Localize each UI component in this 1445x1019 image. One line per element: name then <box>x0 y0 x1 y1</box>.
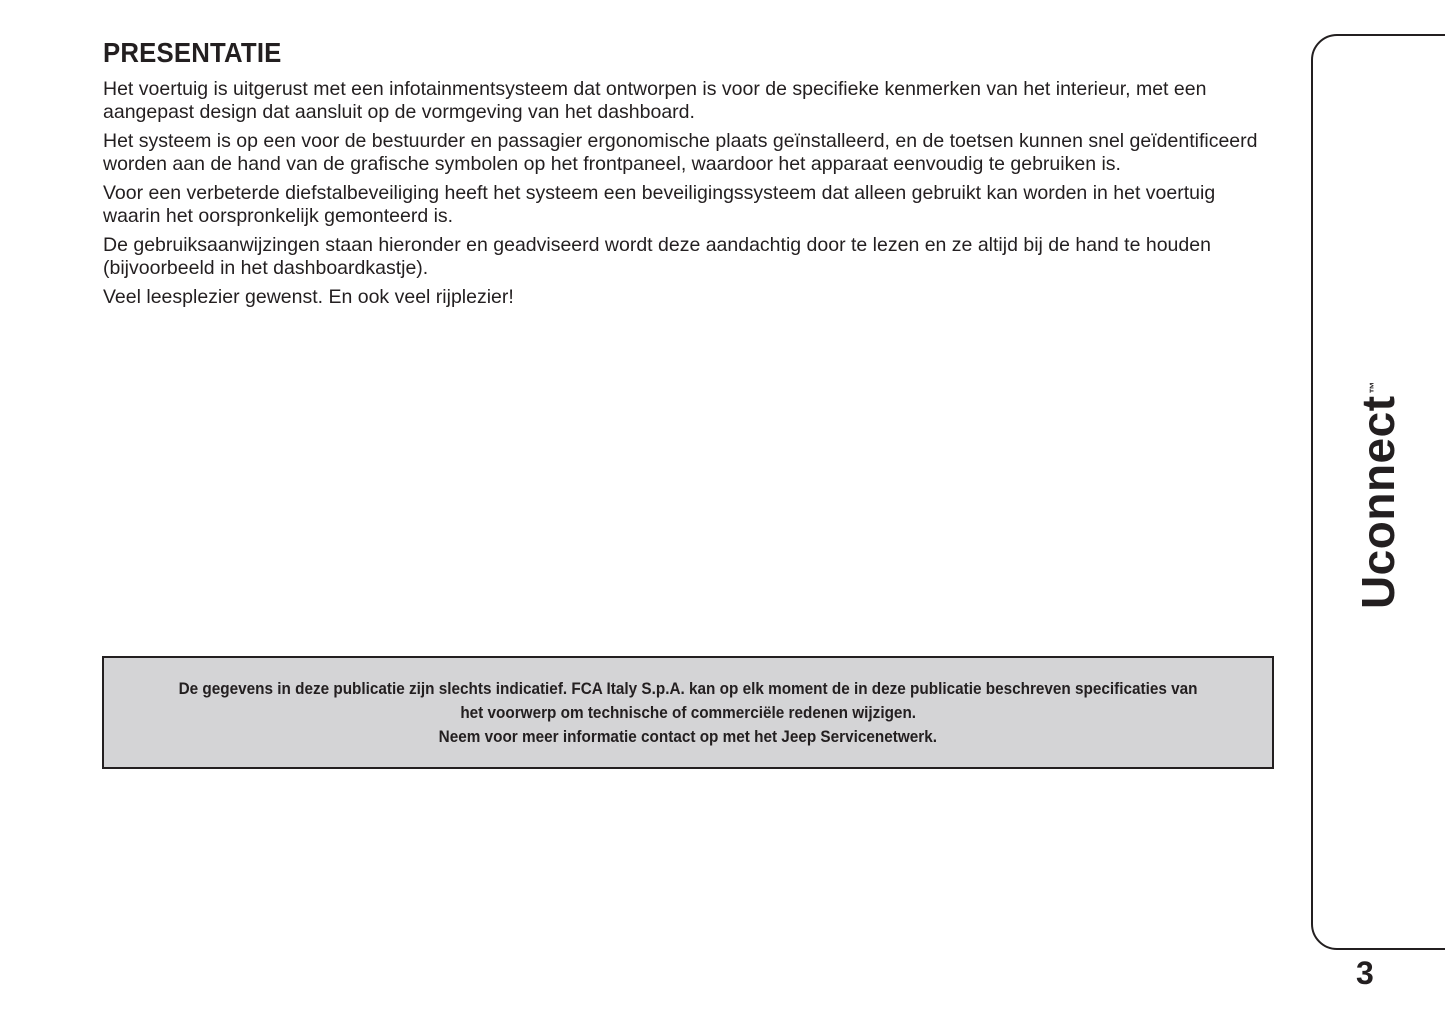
main-content <box>103 34 1278 315</box>
disclaimer-line: het voorwerp om technische of commerciële redenen wijzigen. <box>460 702 916 722</box>
paragraph-instructions: De gebruiksaanwijzingen staan hieronder en geadviseerd wordt deze aandachtig door te lezen en ze altijd bij de hand te houden (bijvoorbeeld in het dashboardkastje). <box>103 234 1211 279</box>
disclaimer-line: Neem voor meer informatie contact op met het Jeep Servicenetwerk. <box>438 726 938 746</box>
page-number: 3 <box>1356 955 1374 991</box>
disclaimer-box <box>102 656 1274 769</box>
chapter-tab-label <box>1351 381 1405 609</box>
paragraph-closing: Veel leesplezier gewenst. En ook veel rijplezier! <box>103 286 514 308</box>
paragraph-intro: Het voertuig is uitgerust met een infotainmentsysteem dat ontworpen is voor de specifieke kenmerken van het interieur, met een aangepast design dat aansluit op de vormgeving van het dashboard. <box>103 78 1207 123</box>
paragraph-security: Voor een verbeterde diefstalbeveiliging heeft het systeem een beveiligingssysteem dat alleen gebruikt kan worden in het voertuig waarin het oorspronkelijk gemonteerd is. <box>103 182 1216 227</box>
paragraph-ergonomics: Het systeem is op een voor de bestuurder en passagier ergonomische plaats geïnstalleerd, en de toetsen kunnen snel geïdentificeerd worden aan de hand van de grafische symbolen op het frontpaneel, waardoor het apparaat eenvoudig te gebruiken is. <box>103 130 1258 175</box>
section-heading: PRESENTATIE <box>103 37 282 68</box>
disclaimer-line: De gegevens in deze publicatie zijn slechts indicatief. FCA Italy S.p.A. kan op elk moment de in deze publicatie beschreven specificaties van <box>178 678 1198 698</box>
trademark-symbol: ™ <box>1366 380 1381 394</box>
chapter-tab-title: Uconnect <box>1352 395 1404 610</box>
